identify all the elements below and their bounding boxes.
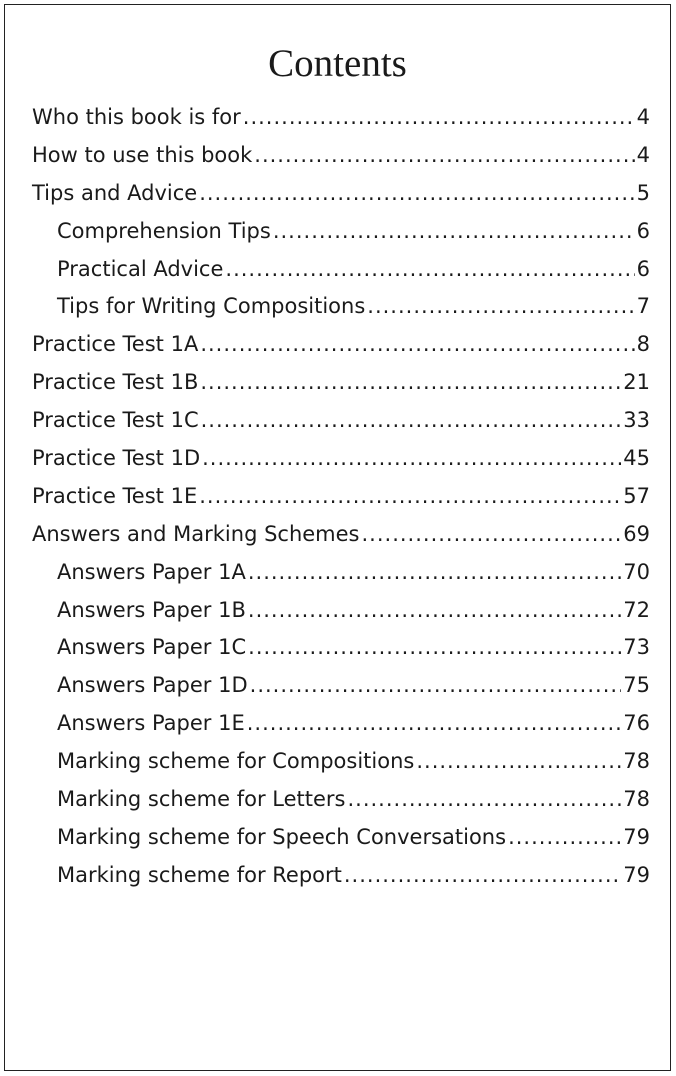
dot-leader — [247, 711, 622, 735]
toc-entry-label: Practice Test 1A — [32, 332, 199, 357]
toc-entry-label: Tips and Advice — [32, 180, 198, 205]
toc-entry-label: Answers Paper 1E — [57, 711, 245, 736]
toc-entry — [32, 105, 650, 143]
dot-leader — [248, 635, 621, 659]
dot-leader — [254, 143, 634, 167]
toc-entry-page-number: 33 — [623, 408, 650, 433]
toc-entry — [32, 635, 650, 673]
dot-leader — [508, 825, 621, 849]
toc-entry — [32, 522, 650, 560]
toc-entry-page-number: 21 — [623, 370, 650, 395]
toc-entry-page-number: 4 — [636, 142, 650, 167]
dot-leader — [199, 181, 634, 205]
toc-entry — [32, 257, 650, 295]
dot-leader — [248, 598, 621, 622]
dot-leader — [362, 522, 622, 546]
toc-entry-page-number: 4 — [636, 105, 650, 129]
toc-entry-label: Practice Test 1D — [32, 446, 201, 471]
toc-entry-page-number: 79 — [623, 824, 650, 849]
dot-leader — [367, 294, 634, 318]
page-frame — [4, 4, 671, 1071]
toc-entry-label: Practice Test 1C — [32, 408, 199, 433]
toc-entry — [32, 370, 650, 408]
dot-leader — [202, 446, 621, 470]
toc-entry-label: Answers Paper 1C — [57, 635, 247, 660]
toc-entry-label: How to use this book — [32, 142, 253, 167]
toc-entry — [32, 219, 650, 257]
toc-entry-label: Marking scheme for Report — [57, 862, 342, 887]
toc-entry-page-number: 75 — [623, 673, 650, 698]
toc-entry-page-number: 78 — [623, 749, 650, 774]
toc-entry-label: Practical Advice — [57, 256, 224, 281]
toc-entry — [32, 143, 650, 181]
toc-entry-page-number: 79 — [623, 862, 650, 887]
toc-entry-label: Answers Paper 1D — [57, 673, 248, 698]
toc-entry — [32, 560, 650, 598]
toc-entry — [32, 749, 650, 787]
toc-entry — [32, 294, 650, 332]
table-of-contents — [32, 105, 650, 901]
toc-entry-label: Practice Test 1E — [32, 483, 198, 508]
toc-entry — [32, 598, 650, 636]
toc-entry-page-number: 78 — [623, 787, 650, 812]
toc-entry-label: Answers and Marking Schemes — [32, 521, 360, 546]
dot-leader — [243, 105, 635, 129]
toc-entry-page-number: 69 — [623, 521, 650, 546]
dot-leader — [201, 408, 622, 432]
dot-leader — [416, 749, 621, 773]
dot-leader — [200, 332, 634, 356]
toc-entry — [32, 332, 650, 370]
dot-leader — [273, 219, 635, 243]
dot-leader — [250, 673, 622, 697]
toc-entry-label: Marking scheme for Letters — [57, 787, 346, 812]
toc-entry — [32, 181, 650, 219]
toc-entry-label: Who this book is for — [32, 105, 241, 129]
toc-entry-label: Practice Test 1B — [32, 370, 199, 395]
toc-entry-label: Marking scheme for Speech Conversations — [57, 824, 507, 849]
dot-leader — [225, 257, 634, 281]
toc-entry-label: Answers Paper 1A — [57, 559, 246, 584]
page-title: Contents — [268, 42, 407, 85]
dot-leader — [344, 863, 621, 887]
dot-leader — [248, 560, 621, 584]
toc-entry — [32, 673, 650, 711]
toc-entry-page-number: 8 — [636, 332, 650, 357]
toc-entry-label: Answers Paper 1B — [57, 597, 246, 622]
toc-entry-page-number: 57 — [623, 483, 650, 508]
toc-entry-page-number: 72 — [623, 597, 650, 622]
toc-entry-page-number: 73 — [623, 635, 650, 660]
toc-entry-page-number: 6 — [636, 256, 650, 281]
toc-entry — [32, 408, 650, 446]
toc-entry-page-number: 76 — [623, 711, 650, 736]
dot-leader — [347, 787, 621, 811]
toc-entry-label: Tips for Writing Compositions — [57, 294, 366, 319]
toc-entry-label: Comprehension Tips — [57, 218, 271, 243]
toc-entry-page-number: 70 — [623, 559, 650, 584]
toc-entry-page-number: 5 — [636, 180, 650, 205]
toc-entry — [32, 446, 650, 484]
toc-entry — [32, 863, 650, 901]
toc-entry-page-number: 7 — [636, 294, 650, 319]
toc-entry — [32, 787, 650, 825]
toc-entry-page-number: 45 — [623, 446, 650, 471]
toc-entry-page-number: 6 — [636, 218, 650, 243]
dot-leader — [199, 484, 621, 508]
toc-entry — [32, 484, 650, 522]
toc-entry — [32, 711, 650, 749]
dot-leader — [200, 370, 621, 394]
toc-entry-label: Marking scheme for Compositions — [57, 749, 415, 774]
toc-entry — [32, 825, 650, 863]
